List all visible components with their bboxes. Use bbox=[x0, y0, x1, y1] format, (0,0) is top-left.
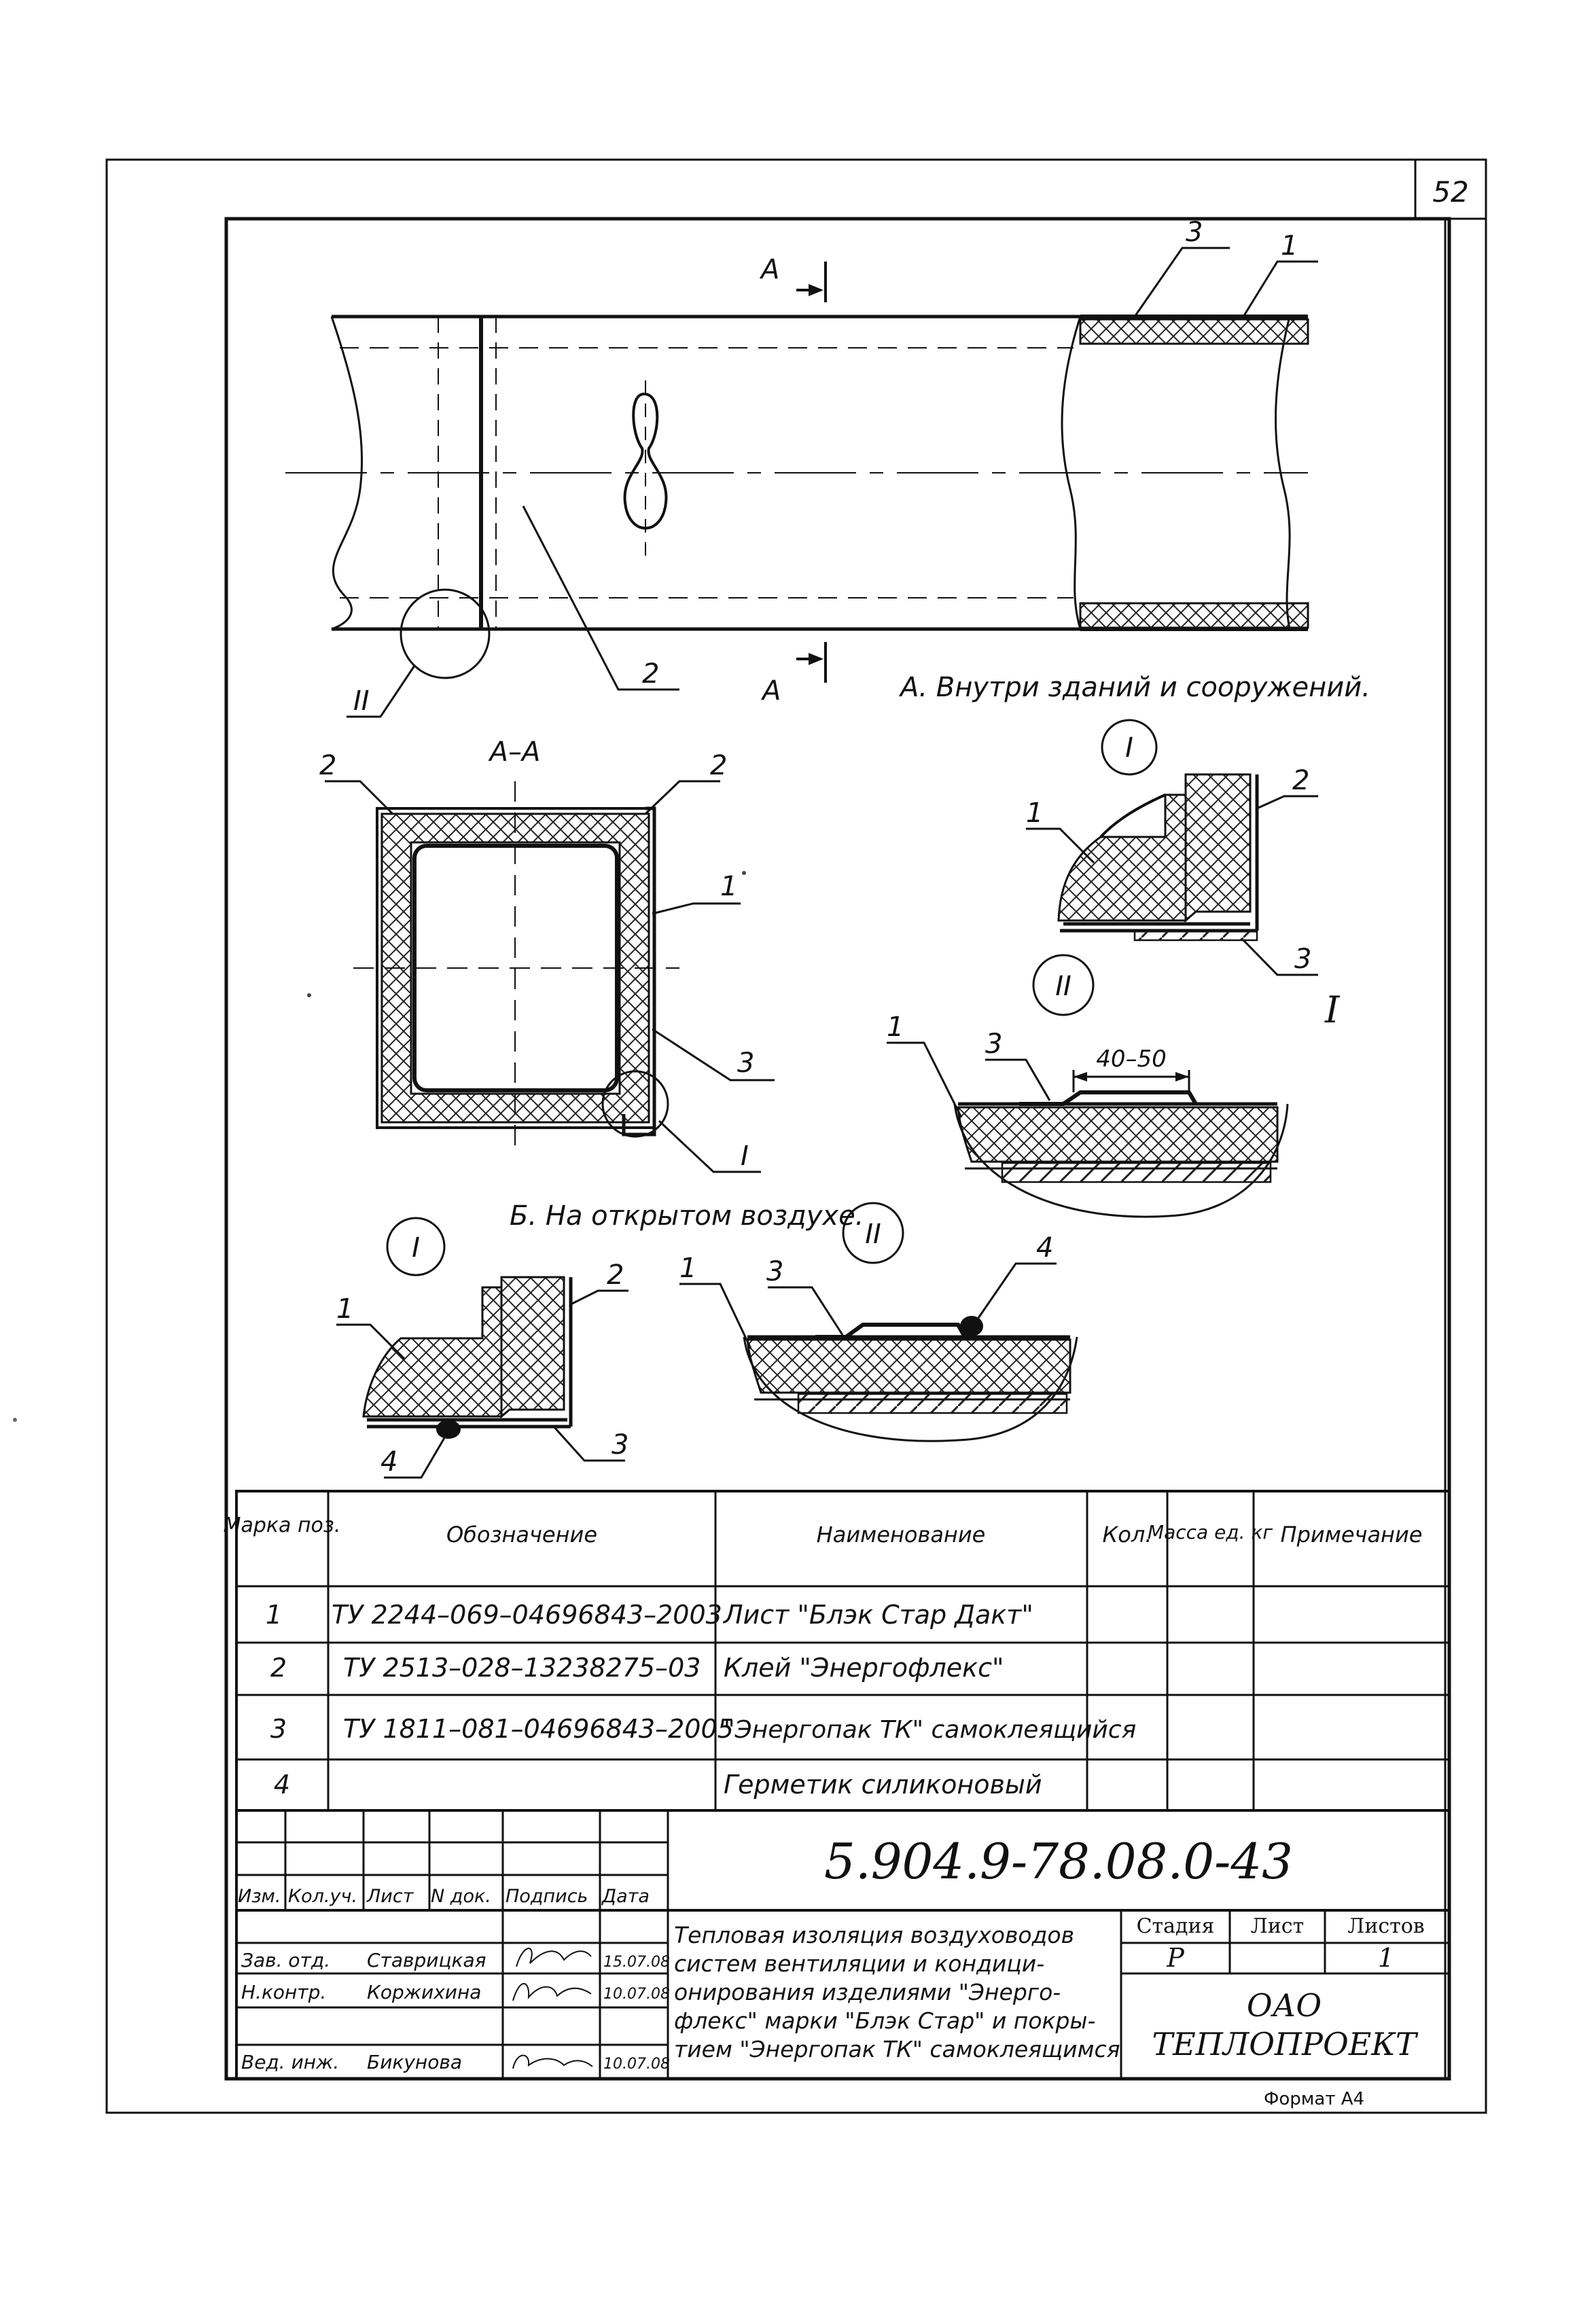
staff-name: Ставрицкая bbox=[367, 1949, 486, 1971]
format-label: Формат А4 bbox=[1264, 2089, 1365, 2109]
staff-role: Н.контр. bbox=[241, 1981, 327, 2003]
section-a-a bbox=[325, 781, 775, 1172]
header-designation: Обозначение bbox=[446, 1522, 598, 1548]
row-pos: 3 bbox=[270, 1714, 287, 1744]
title-line: Тепловая изоляция воздуховодов bbox=[674, 1922, 1075, 1948]
callout-1: 1 bbox=[679, 1253, 697, 1284]
callout-1: 1 bbox=[887, 1012, 904, 1043]
org-line-1: ОАО bbox=[1246, 1987, 1322, 2024]
col-header: N док. bbox=[431, 1886, 491, 1907]
node-ii-label: II bbox=[865, 1219, 881, 1250]
row-name: Герметик силиконовый bbox=[724, 1770, 1042, 1800]
callout-3: 3 bbox=[1294, 944, 1312, 975]
callout-1: 1 bbox=[336, 1293, 354, 1325]
callout-3: 3 bbox=[985, 1029, 1003, 1060]
col-header: Лист bbox=[367, 1886, 414, 1907]
section-mark-a-bottom: А bbox=[762, 675, 781, 707]
sheets-value: 1 bbox=[1377, 1943, 1395, 1973]
title-line: флекс" марки "Блэк Стар" и покры- bbox=[674, 2007, 1096, 2034]
row-designation: ТУ 2513–028–13238275–03 bbox=[343, 1653, 701, 1683]
col-header: Дата bbox=[602, 1886, 650, 1907]
row-pos: 1 bbox=[265, 1600, 283, 1630]
callout-2: 2 bbox=[1292, 765, 1310, 796]
header-name: Наименование bbox=[816, 1522, 986, 1548]
dimension-label: 40–50 bbox=[1096, 1045, 1167, 1073]
note-inside: А. Внутри зданий и сооружений. bbox=[900, 672, 1370, 703]
callout-3: 3 bbox=[612, 1429, 629, 1461]
row-name: Лист "Блэк Стар Дакт" bbox=[724, 1600, 1033, 1630]
node-ii-label: II bbox=[1055, 971, 1071, 1002]
staff-role: Зав. отд. bbox=[241, 1949, 331, 1971]
row-name: Клей "Энергофлекс" bbox=[724, 1653, 1004, 1683]
callout-3: 3 bbox=[737, 1048, 755, 1079]
detail-ii-inside bbox=[887, 955, 1288, 1217]
callout-2: 2 bbox=[319, 750, 337, 781]
detail-i-inside bbox=[1026, 720, 1318, 975]
stage-value: Р bbox=[1167, 1943, 1184, 1973]
page-number: 52 bbox=[1432, 175, 1469, 209]
col-header: Кол.уч. bbox=[288, 1886, 358, 1907]
callout-1: 1 bbox=[1026, 798, 1044, 829]
big-i-label: I bbox=[1325, 988, 1340, 1031]
section-title: А–А bbox=[489, 736, 541, 768]
staff-row bbox=[241, 1981, 670, 2003]
staff-role: Вед. инж. bbox=[241, 2051, 340, 2073]
callout-4: 4 bbox=[380, 1446, 398, 1478]
callout-2: 2 bbox=[710, 750, 728, 781]
callout-1: 1 bbox=[720, 871, 738, 902]
callout-1: 1 bbox=[1281, 230, 1298, 262]
row-name: "Энергопак ТК" самоклеящийся bbox=[724, 1716, 1137, 1744]
signature bbox=[513, 2056, 592, 2069]
staff-name: Бикунова bbox=[367, 2051, 462, 2073]
callout-4: 4 bbox=[1036, 1232, 1054, 1264]
stage-header: Стадия bbox=[1136, 1914, 1215, 1938]
staff-name: Коржихина bbox=[367, 1981, 482, 2003]
doc-code: 5.904.9-78.08.0-43 bbox=[824, 1833, 1293, 1890]
callout-3: 3 bbox=[1186, 217, 1203, 248]
callout-2: 2 bbox=[642, 658, 660, 690]
spec-row bbox=[266, 1600, 1033, 1630]
staff-row bbox=[241, 2051, 670, 2073]
header-note: Примечание bbox=[1280, 1522, 1423, 1548]
row-designation: ТУ 1811–081–04696843–2005 bbox=[343, 1714, 734, 1744]
row-pos: 4 bbox=[273, 1770, 291, 1800]
sheet-header: Лист bbox=[1250, 1914, 1305, 1938]
header-mark: Марка поз. bbox=[223, 1514, 341, 1537]
duct-plan-view bbox=[285, 248, 1318, 717]
staff-date: 10.07.08 bbox=[603, 2056, 670, 2073]
spec-row bbox=[270, 1714, 1136, 1744]
callout-3: 3 bbox=[766, 1256, 784, 1287]
title-line: онирования изделиями "Энерго- bbox=[674, 1979, 1061, 2005]
header-qty: Кол. bbox=[1102, 1522, 1152, 1548]
signature bbox=[516, 1948, 591, 1967]
col-header: Изм. bbox=[238, 1886, 281, 1907]
detail-i-outside bbox=[336, 1218, 628, 1478]
section-mark-a-top: А bbox=[761, 254, 780, 285]
note-outside: Б. На открытом воздухе. bbox=[510, 1200, 864, 1232]
signature bbox=[513, 1984, 591, 2001]
org-line-2: ТЕПЛОПРОЕКТ bbox=[1152, 2026, 1417, 2062]
title-line: систем вентиляции и кондици- bbox=[674, 1950, 1045, 1977]
outer-frame bbox=[107, 160, 1486, 2113]
col-header: Подпись bbox=[506, 1886, 588, 1907]
header-mass: Масса ед. кг bbox=[1147, 1521, 1273, 1543]
staff-row bbox=[241, 1948, 670, 1971]
row-designation: ТУ 2244–069–04696843–2003 bbox=[332, 1600, 722, 1630]
sheets-header: Листов bbox=[1347, 1914, 1425, 1938]
callout-node-ii: II bbox=[353, 685, 370, 717]
spec-row bbox=[270, 1653, 1004, 1683]
callout-node-i: I bbox=[741, 1141, 749, 1172]
node-i-label: I bbox=[1125, 732, 1133, 764]
node-i-label: I bbox=[412, 1232, 420, 1264]
callout-2: 2 bbox=[607, 1259, 624, 1291]
staff-date: 15.07.08 bbox=[603, 1954, 670, 1971]
row-pos: 2 bbox=[270, 1653, 287, 1683]
staff-date: 10.07.08 bbox=[603, 1986, 670, 2003]
title-line: тием "Энергопак ТК" самоклеящимся bbox=[674, 2036, 1120, 2062]
spec-row bbox=[274, 1770, 1042, 1800]
